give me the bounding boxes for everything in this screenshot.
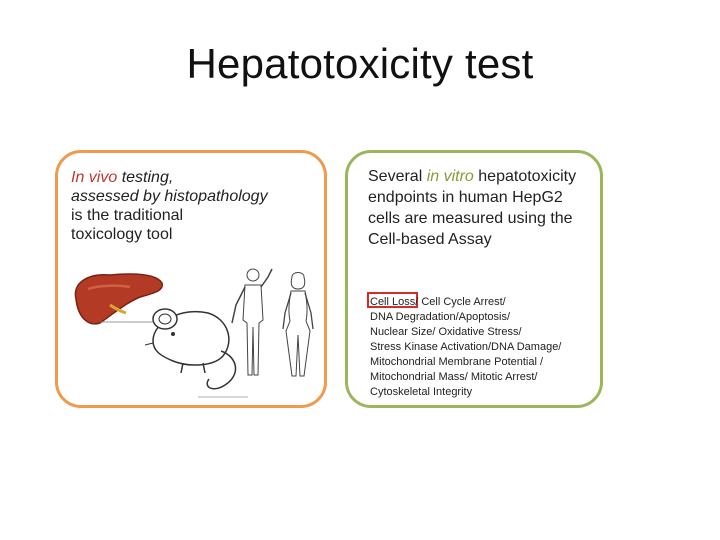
in-vitro-panel [345,150,603,408]
endpoint-line-5: Mitochondrial Membrane Potential / [370,356,544,368]
endpoint-list [370,295,602,400]
in-vivo-lead: In vivo [71,169,118,186]
in-vitro-text-end: hepatotoxicity endpoints in human HepG2 cells are measured using the Cell-based Assay [368,168,577,248]
in-vivo-text-rest: testing, [117,169,174,186]
human-male-icon [228,265,278,380]
endpoint-line-3: Nuclear Size/ Oxidative Stress/ [370,326,522,338]
endpoint-line-1: / Cell Cycle Arrest/ [415,296,506,308]
in-vivo-line4: toxicology tool [71,226,173,243]
endpoint-line-6: Mitochondrial Mass/ Mitotic Arrest/ [370,371,538,383]
endpoint-line-7: Cytoskeletal Integrity [370,386,473,398]
in-vivo-description [71,168,321,244]
slide-title: Hepatotoxicity test [186,40,534,87]
endpoint-line-2: DNA Degradation/Apoptosis/ [370,311,511,323]
human-female-icon [276,271,320,381]
in-vitro-text-start: Several [368,168,427,185]
in-vivo-panel [55,150,327,408]
endpoint-highlight: Cell Loss [370,296,416,308]
in-vitro-green: in vitro [426,168,474,185]
in-vitro-description [368,166,598,250]
in-vivo-line2: assessed by histopathology [71,188,268,205]
in-vivo-line3: is the traditional [71,207,184,224]
endpoint-line-4: Stress Kinase Activation/DNA Damage/ [370,341,562,353]
